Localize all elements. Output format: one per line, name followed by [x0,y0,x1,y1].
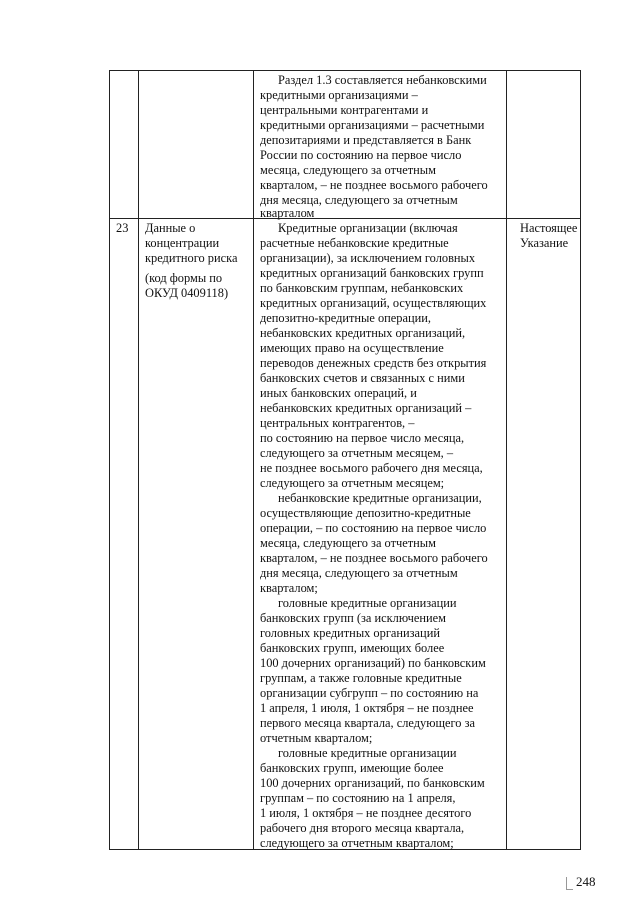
text-line: банковских групп, имеющих более [260,641,445,655]
text-line: следующего за отчетным кварталом; [260,836,454,850]
text-line: головные кредитные организации [278,746,457,760]
text-line: центральными контрагентами и [260,103,429,117]
text-line: кредитных организаций банковских групп [260,266,484,280]
text-line: депозитно-кредитные операции, [260,311,431,325]
column-divider [138,71,139,849]
text-line: рабочего дня второго месяца квартала, [260,821,465,835]
text-line: первого месяца квартала, следующего за [260,716,475,730]
text-line: небанковских кредитных организаций, [260,326,466,340]
row-number: 23 [116,221,129,235]
text-line: кварталом; [260,581,318,595]
text-line: кварталом [260,206,315,220]
text-line: головные кредитные организации [278,596,457,610]
text-line: Данные о [145,221,196,235]
text-line: банковских счетов и связанных с ними [260,371,465,385]
text-line: концентрации [145,236,220,250]
text-line: операции, – по состоянию на первое число [260,521,487,535]
row-divider [110,218,580,219]
text-line: Указание [520,236,569,250]
text-line: отчетным кварталом; [260,731,373,745]
text-line: кредитными организациями – расчетными [260,118,485,132]
text-line: по состоянию на первое число месяца, [260,431,465,445]
text-line: месяца, следующего за отчетным [260,536,436,550]
text-line: 100 дочерних организаций) по банковским [260,656,486,670]
text-line: небанковские кредитные организации, [278,491,482,505]
text-line: не позднее восьмого рабочего дня месяца, [260,461,483,475]
text-line: головных кредитных организаций [260,626,440,640]
text-line: группам – по состоянию на 1 апреля, [260,791,456,805]
text-line: переводов денежных средств без открытия [260,356,487,370]
text-line: 1 июля, 1 октября – не позднее десятого [260,806,472,820]
text-line: кредитными организациями – [260,88,418,102]
column-divider [253,71,254,849]
scan-mark-icon [566,877,573,890]
text-line: Настоящее [520,221,578,235]
text-line: ОКУД 0409118) [145,286,229,300]
text-line: имеющих право на осуществление [260,341,444,355]
text-line: кварталом, – не позднее восьмого рабочего [260,551,488,565]
text-line: организации субгрупп – по состоянию на [260,686,479,700]
text-line: депозитариями и представляется в Банк [260,133,472,147]
text-line: группам, а также головные кредитные [260,671,462,685]
text-line: банковских групп (за исключением [260,611,446,625]
text-line: по банковским группам, небанковских [260,281,464,295]
text-line: организации), за исключением головных [260,251,476,265]
text-line: кварталом, – не позднее восьмого рабочего [260,178,488,192]
document-table [109,70,581,850]
text-line: центральных контрагентов, – [260,416,415,430]
text-line: кредитных организаций, осуществляющих [260,296,487,310]
text-line: следующего за отчетным месяцем, – [260,446,454,460]
page-number [566,874,596,890]
text-line: дня месяца, следующего за отчетным [260,566,458,580]
text-line: кредитного риска [145,251,238,265]
text-line: 100 дочерних организаций, по банковским [260,776,485,790]
column-divider [506,71,507,849]
text-line: банковских групп, имеющие более [260,761,444,775]
text-line: (код формы по [145,271,223,285]
text-line: России по состоянию на первое число [260,148,462,162]
page-number-text: 248 [576,874,596,889]
text-line: следующего за отчетным месяцем; [260,476,445,490]
text-line: расчетные небанковские кредитные [260,236,449,250]
text-line: Кредитные организации (включая [278,221,458,235]
text-line: иных банковских операций, и [260,386,417,400]
text-line: дня месяца, следующего за отчетным [260,193,458,207]
text-line: осуществляющие депозитно-кредитные [260,506,471,520]
text-line: 1 апреля, 1 июля, 1 октября – не позднее [260,701,474,715]
text-line: месяца, следующего за отчетным [260,163,436,177]
text-line: небанковских кредитных организаций – [260,401,472,415]
text-line: Раздел 1.3 составляется небанковскими [278,73,487,87]
